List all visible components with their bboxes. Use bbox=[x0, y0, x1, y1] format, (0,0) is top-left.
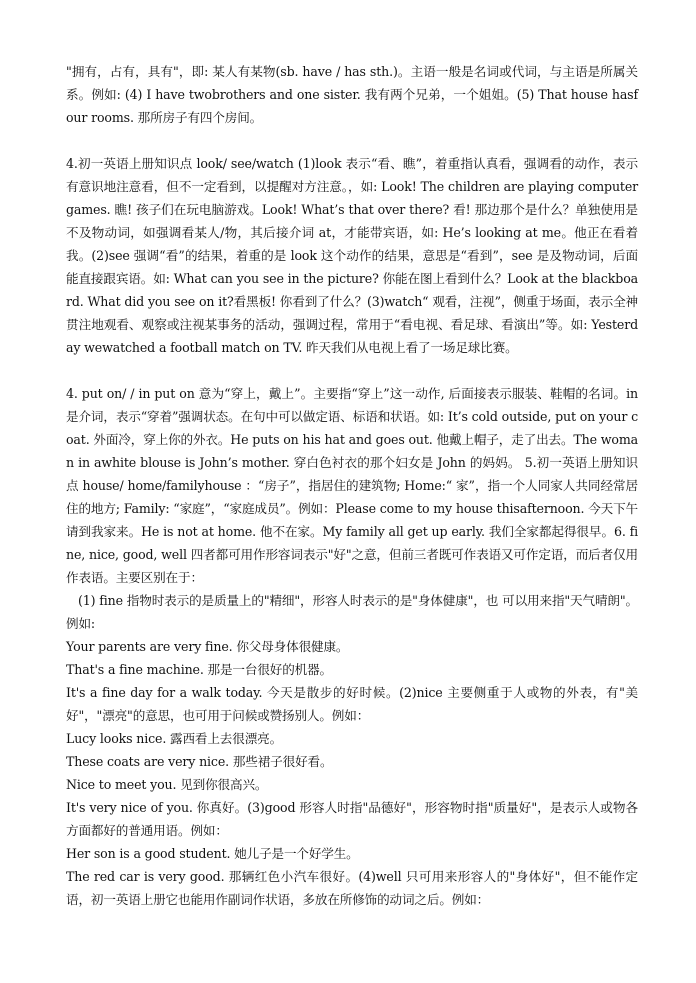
paragraph-have-meaning: "拥有，占有，具有"，即: 某人有某物(sb. have / has sth.)。主语一般是名词或代词，与主语是所属关系。例如: (4) I have twobrothers and one sister. 我有两个兄弟，一个姐姐。(5) That house hasfour rooms. 那所房子有四个房间。 bbox=[66, 64, 638, 125]
paragraph-look-see-watch: 4.初一英语上册知识点 look/ see/watch (1)look 表示“看、瞧”，着重指认真看，强调看的动作，表示有意识地注意看，但不一定看到，以提醒对方注意。，如: Look! The children are playing computer games. 瞧! 孩子们在玩电脑游戏。Look! What’s that over there? 看! 那边那个是什么？单独使用是不及物动词，如强调看某人/物，其后接介词 at，才能带宾语，如: He’s looking at me。他正在看着我。(2)see 强调“看”的结果，着重的是 look 这个动作的结果，意思是“看到”，see 是及物动词，后面能直接跟宾语。如: What can you see in the picture? 你能在图上看到什么？Look at the blackboard. What did you see on it?看黑板! 你看到了什么？(3)watch“ 观看，注视”，侧重于场面，表示全神贯注地观看、观察或注视某事务的活动，强调过程，常用于“看电视、看足球、看演出”等。如: Yesterday wewatched a football match on TV. 昨天我们从电视上看了一场足球比赛。 bbox=[66, 156, 638, 355]
paragraph-well: The red car is very good. 那辆红色小汽车很好。(4)well 只可用来形容人的"身体好"，但不能作定语，初一英语上册它也能用作副词作状语，多放在所修饰的动词之后。例如： bbox=[66, 869, 638, 907]
document-page bbox=[66, 60, 638, 911]
paragraph-nice: It's a fine day for a walk today. 今天是散步的好时候。(2)nice 主要侧重于人或物的外表，有"美好"，"漂亮"的意思，也可用于问候或赞扬别人。例如： bbox=[66, 685, 638, 723]
paragraph-good: It's very nice of you. 你真好。(3)good 形容人时指"品德好"，形容物时指"质量好"，是表示人或物各方面都好的普通用语。例如： bbox=[66, 800, 638, 838]
paragraph-gap bbox=[66, 129, 638, 152]
example-line: Nice to meet you. 见到你很高兴。 bbox=[66, 777, 268, 792]
example-line: Lucy looks nice. 露西看上去很漂亮。 bbox=[66, 731, 283, 746]
example-line: That's a fine machine. 那是一台很好的机器。 bbox=[66, 662, 332, 677]
paragraph-gap bbox=[66, 359, 638, 382]
example-line: Your parents are very fine. 你父母身体很健康。 bbox=[66, 639, 349, 654]
paragraph-put-on-in: 4. put on/ / in put on 意为“穿上，戴上”。主要指“穿上”这一动作, 后面接表示服装、鞋帽的名词。in 是介词，表示“穿着”强调状态。在句中可以做定语、标语和状语。如: It’s cold outside, put on your coat. 外面冷，穿上你的外衣。He puts on his hat and goes out. 他戴上帽子，走了出去。The woman in awhite blouse is John’s mother. 穿白色衬衣的那个妇女是 John 的妈妈。 5.初一英语上册知识点 house/ home/familyhouse ：“房子”，指居住的建筑物; Home:“ 家”，指一个人同家人共同经常居住的地方; Family: “家庭”，“家庭成员”。例如：Please come to my house thisafternoon. 今天下午请到我家来。He is not at home. 他不在家。My family all get up early. 我们全家都起得很早。6. fine, nice, good, well 四者都可用作形容词表示"好"之意，但前三者既可作表语又可作定语，而后者仅用作表语。主要区别在于： bbox=[66, 386, 638, 585]
example-line: Her son is a good student. 她儿子是一个好学生。 bbox=[66, 846, 359, 861]
example-line: These coats are very nice. 那些裙子很好看。 bbox=[66, 754, 333, 769]
paragraph-fine: (1) fine 指物时表示的是质量上的"精细"，形容人时表示的是"身体健康"，也 可以用来指"天气晴朗"。例如: bbox=[66, 593, 638, 631]
